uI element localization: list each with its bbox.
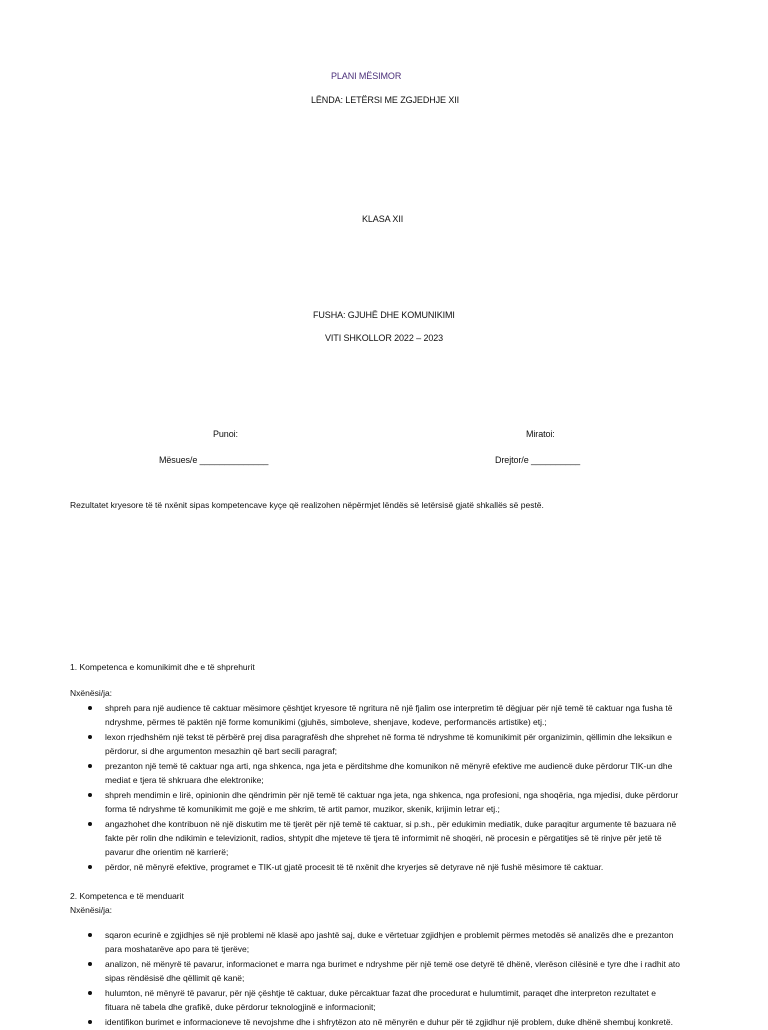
section-2-lead: Nxënësi/ja: — [70, 905, 113, 915]
approved-by-label: Miratoi: — [526, 429, 555, 439]
plan-title: PLANI MËSIMOR — [331, 71, 402, 81]
field-title: FUSHA: GJUHË DHE KOMUNIKIMI — [313, 310, 455, 320]
bullet-icon — [88, 706, 92, 710]
list-item: shpreh para një audience të caktuar mësimore çështjet kryesore të ngritura në një fjalim ose interpretim të dëgjuar për një temë të caktuar nga fusha të ndryshme, përmes të paktën një forme komunikimi (gjuhës, simboleve, shenjave, kodeve, performancës artistike) etj.; — [88, 701, 700, 729]
section-2-title: 2. Kompetenca e të menduarit — [70, 891, 184, 901]
class-title: KLASA XII — [362, 214, 404, 224]
list-item: shpreh mendimin e lirë, opinionin dhe qëndrimin për një temë të caktuar nga jeta, nga shkenca, nga profesioni, nga shoqëria, nga mjedisi, duke përdorur forma të ndryshme të komunikimit me gojë e me shkrim, të artit pamor, muzikor, skenik, krijimin letrar etj.; — [88, 788, 700, 816]
subject-title: LËNDA: LETËRSI ME ZGJEDHJE XII — [311, 95, 460, 105]
bullet-icon — [88, 962, 92, 966]
director-signature-line: Drejtor/e __________ — [495, 455, 581, 465]
section-2-list — [88, 928, 700, 1030]
intro-paragraph: Rezultatet kryesore të të nxënit sipas kompetencave kyçe që realizohen nëpërmjet lëndës së letërsisë gjatë shkallës së pestë. — [70, 500, 544, 510]
bullet-icon — [88, 822, 92, 826]
bullet-icon — [88, 933, 92, 937]
bullet-icon — [88, 764, 92, 768]
bullet-icon — [88, 735, 92, 739]
list-item: përdor, në mënyrë efektive, programet e TIK-ut gjatë procesit të të nxënit dhe kryerjes së detyrave në një fushë mësimore të caktuar. — [88, 860, 700, 874]
section-1-title: 1. Kompetenca e komunikimit dhe e të shprehurit — [70, 662, 255, 672]
bullet-icon — [88, 1020, 92, 1024]
list-item: prezanton një temë të caktuar nga arti, nga shkenca, nga jeta e përditshme dhe komunikon në mënyrë efektive me audiencë duke përdorur TIK-un dhe mediat e tjera të shkruara dhe elektronike; — [88, 759, 700, 787]
section-1-list — [88, 701, 700, 875]
prepared-by-label: Punoi: — [213, 429, 238, 439]
bullet-icon — [88, 991, 92, 995]
school-year: VITI SHKOLLOR 2022 – 2023 — [325, 333, 444, 343]
list-item: analizon, në mënyrë të pavarur, informacionet e marra nga burimet e ndryshme për një temë ose detyrë të dhënë, vlerëson cilësinë e tyre dhe i radhit ato sipas rëndësisë dhe qëllimit që kanë; — [88, 957, 700, 985]
teacher-signature-line: Mësues/e ______________ — [159, 455, 269, 465]
list-item: sqaron ecurinë e zgjidhjes së një problemi në klasë apo jashtë saj, duke e vërtetuar zgjidhjen e problemit përmes metodës së analizës dhe e prezanton para moshatarëve apo para të tjerëve; — [88, 928, 700, 956]
list-item: lexon rrjedhshëm një tekst të përbërë prej disa paragrafësh dhe shprehet në forma të ndryshme të komunikimit për organizimin, qëllimin dhe leksikun e përdorur, si dhe argumenton mesazhin që bart secili paragraf; — [88, 730, 700, 758]
list-item: angazhohet dhe kontribuon në një diskutim me të tjerët për një temë të caktuar, si p.sh., për edukimin mediatik, duke paraqitur argumente të bazuara në fakte për rolin dhe ndikimin e televizionit, radios, shtypit dhe mjeteve të tjera të informimit në shoqëri, në procesin e përgatitjes së të rinjve për jetë të pavarur dhe orientim në karrierë; — [88, 817, 700, 859]
section-1-lead: Nxënësi/ja: — [70, 688, 113, 698]
bullet-icon — [88, 865, 92, 869]
bullet-icon — [88, 793, 92, 797]
list-item: hulumton, në mënyrë të pavarur, për një çështje të caktuar, duke përcaktuar fazat dhe procedurat e hulumtimit, paraqet dhe interpreton rezultatet e fituara në tabela dhe grafikë, duke përdorur teknologjinë e informacionit; — [88, 986, 700, 1014]
list-item: identifikon burimet e informacioneve të nevojshme dhe i shfrytëzon ato në mënyrën e duhur për të zgjidhur një problem, duke dhënë shembuj konkretë. — [88, 1015, 700, 1029]
